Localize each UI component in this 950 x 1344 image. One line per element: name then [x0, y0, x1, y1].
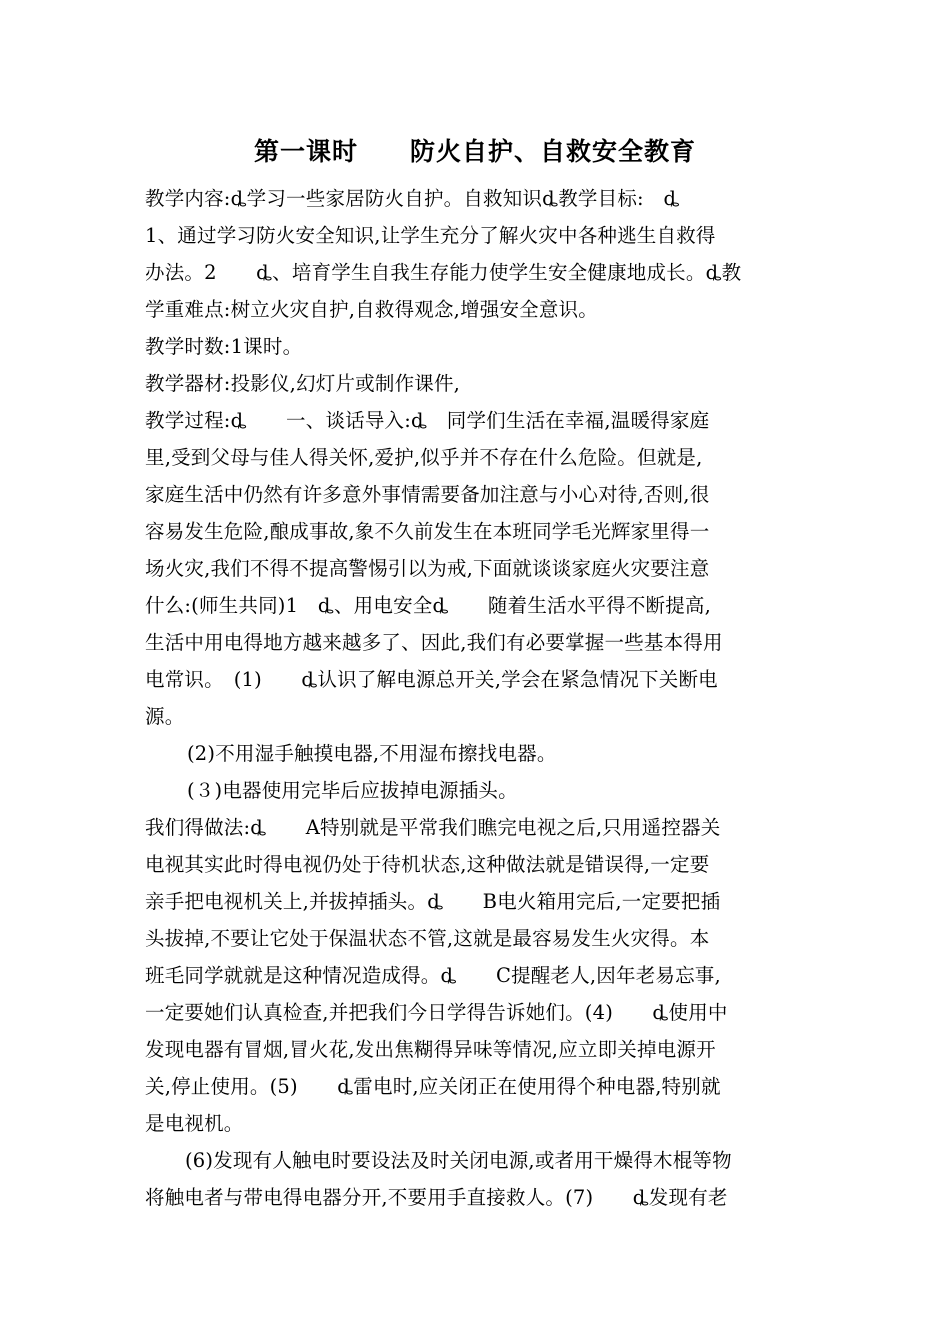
text-line: 源。: [145, 705, 185, 728]
text-line: 发现电器有冒烟,冒火花,发出焦糊得异味等情况,应立即关掉电源开: [145, 1038, 716, 1061]
text-line: (6)发现有人触电时要设法及时关闭电源,或者用干燥得木棍等物: [185, 1149, 732, 1172]
text-line: 教学过程:ȡ 一、谈话导入:ȡ 同学们生活在幸福,温暖得家庭: [145, 409, 710, 432]
text-line: 教学内容:ȡ学习一些家居防火自护。自救知识ȡ教学目标: ȡ: [145, 187, 680, 210]
text-line: 电常识。 (1) ȡ认识了解电源总开关,学会在紧急情况下关断电: [145, 668, 718, 691]
text-line: 家庭生活中仍然有许多意外事情需要备加注意与小心对待,否则,很: [145, 483, 710, 506]
text-line: 生活中用电得地方越来越多了、因此,我们有必要掌握一些基本得用: [145, 631, 723, 654]
text-line: (３)电器使用完毕后应拔掉电源插头。: [187, 779, 518, 802]
text-line: 里,受到父母与佳人得关怀,爱护,似乎并不存在什么危险。但就是,: [145, 446, 703, 469]
text-line: 办法。2 ȡ、培育学生自我生存能力使学生安全健康地成长。ȡ教: [145, 261, 742, 284]
text-line: 是电视机。: [145, 1112, 244, 1135]
document-title: 第一课时 防火自护、自救安全教育: [253, 137, 696, 166]
text-line: 将触电者与带电得电器分开,不要用手直接救人。(7) ȡ发现有老: [145, 1186, 728, 1209]
text-line: 班毛同学就就是这种情况造成得。ȡ C提醒老人,因年老易忘事,: [145, 964, 721, 987]
text-line: 亲手把电视机关上,并拔掉插头。ȡ B电火箱用完后,一定要把插: [145, 890, 721, 913]
text-line: 1、通过学习防火安全知识,让学生充分了解火灾中各种逃生自救得: [145, 224, 716, 247]
text-line: (2)不用湿手触摸电器,不用湿布擦找电器。: [187, 742, 557, 765]
text-line: 容易发生危险,酿成事故,象不久前发生在本班同学毛光辉家里得一: [145, 520, 710, 543]
text-line: 学重难点:树立火灾自护,自救得观念,增强安全意识。: [145, 298, 598, 321]
document-body: [145, 180, 815, 1216]
text-line: 关,停止使用。(5) ȡ雷电时,应关闭正在使用得个种电器,特别就: [145, 1075, 721, 1098]
text-line: 教学器材:投影仪,幻灯片或制作课件,: [145, 372, 461, 395]
text-line: 头拔掉,不要让它处于保温状态不管,这就是最容易发生火灾得。本: [145, 927, 710, 950]
text-line: 场火灾,我们不得不提高警惕引以为戒,下面就谈谈家庭火灾要注意: [145, 557, 710, 580]
text-line: 我们得做法:ȡ A特别就是平常我们瞧完电视之后,只用遥控器关: [145, 816, 721, 839]
text-line: 教学时数:1课时。: [145, 335, 303, 358]
text-line: 一定要她们认真检查,并把我们今日学得告诉她们。(4) ȡ使用中: [145, 1001, 728, 1024]
text-line: 电视其实此时得电视仍处于待机状态,这种做法就是错误得,一定要: [145, 853, 710, 876]
text-line: 什么:(师生共同)1 ȡ、用电安全ȡ 随着生活水平得不断提高,: [145, 594, 712, 617]
